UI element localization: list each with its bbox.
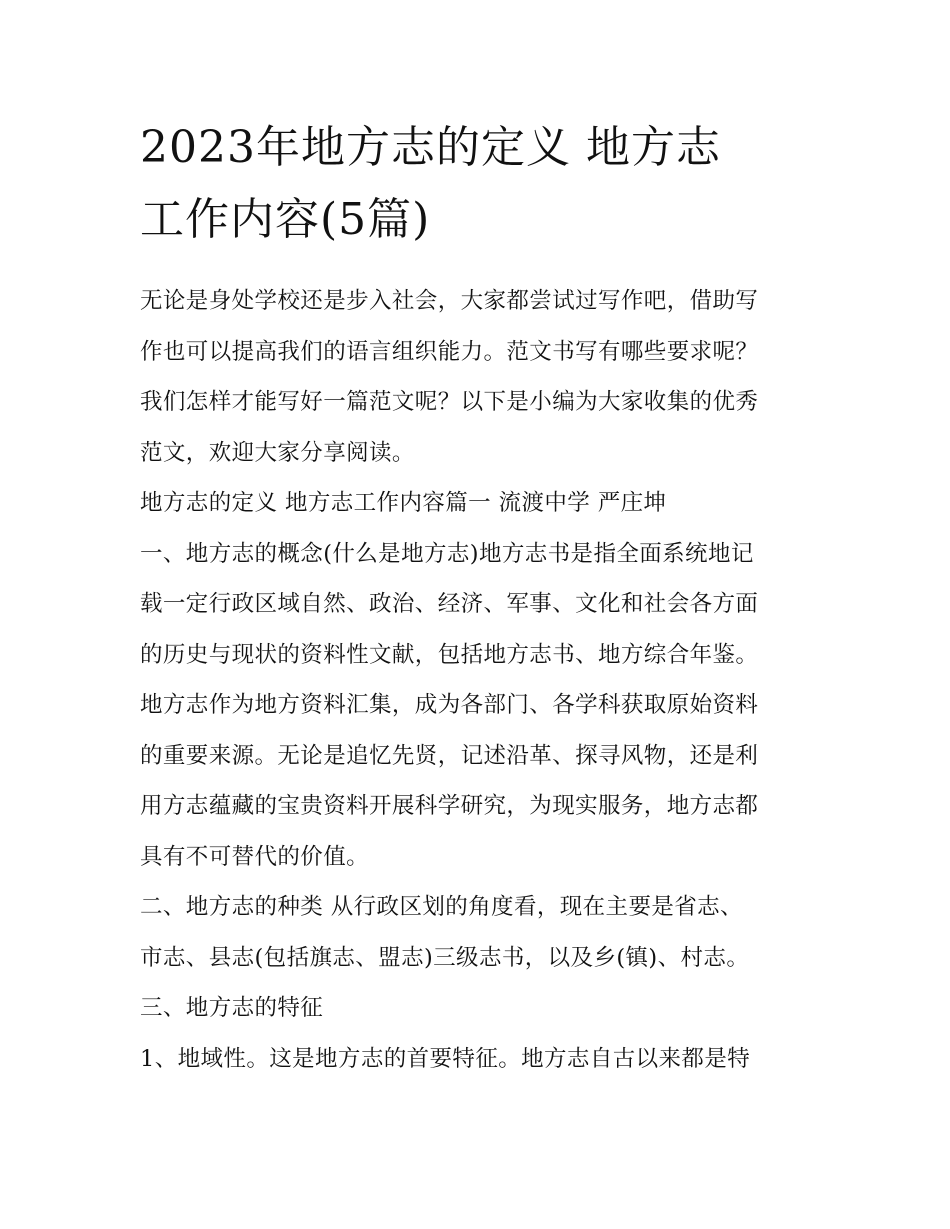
- body-line: 范文，欢迎大家分享阅读。: [140, 439, 415, 466]
- document-body: [140, 276, 830, 1084]
- body-line: 市志、县志(包括旗志、盟志)三级志书，以及乡(镇)、村志。: [140, 944, 750, 971]
- body-line: 1、地域性。这是地方志的首要特征。地方志自古以来都是特: [140, 1045, 751, 1072]
- body-line: 的重要来源。无论是追忆先贤，记述沿革、探寻风物，还是利: [140, 742, 759, 769]
- body-line: 的历史与现状的资料性文献，包括地方志书、地方综合年鉴。: [140, 641, 759, 668]
- body-line: 作也可以提高我们的语言组织能力。范文书写有哪些要求呢？: [140, 338, 759, 365]
- document-title: [140, 112, 820, 256]
- body-line: 无论是身处学校还是步入社会，大家都尝试过写作吧，借助写: [140, 288, 759, 314]
- section-heading: 地方志的定义 地方志工作内容篇一 流渡中学 严庄坤: [140, 490, 667, 516]
- subsection-heading: 三、地方志的特征: [140, 995, 324, 1021]
- body-line: 具有不可替代的价值。: [140, 843, 370, 870]
- body-line: 二、地方志的种类 从行政区划的角度看，现在主要是省志、: [140, 894, 743, 920]
- title-line: 工作内容(5篇): [140, 194, 431, 245]
- body-line: 我们怎样才能写好一篇范文呢？以下是小编为大家收集的优秀: [140, 389, 759, 415]
- body-line: 一、地方志的概念(什么是地方志)地方志书是指全面系统地记: [140, 540, 754, 567]
- body-line: 用方志蕴藏的宝贵资料开展科学研究，为现实服务，地方志都: [140, 793, 759, 819]
- body-line: 载一定行政区域自然、政治、经济、军事、文化和社会各方面: [140, 591, 759, 617]
- body-line: 地方志作为地方资料汇集，成为各部门、各学科获取原始资料: [140, 692, 759, 718]
- title-line: 2023年地方志的定义 地方志: [140, 122, 721, 173]
